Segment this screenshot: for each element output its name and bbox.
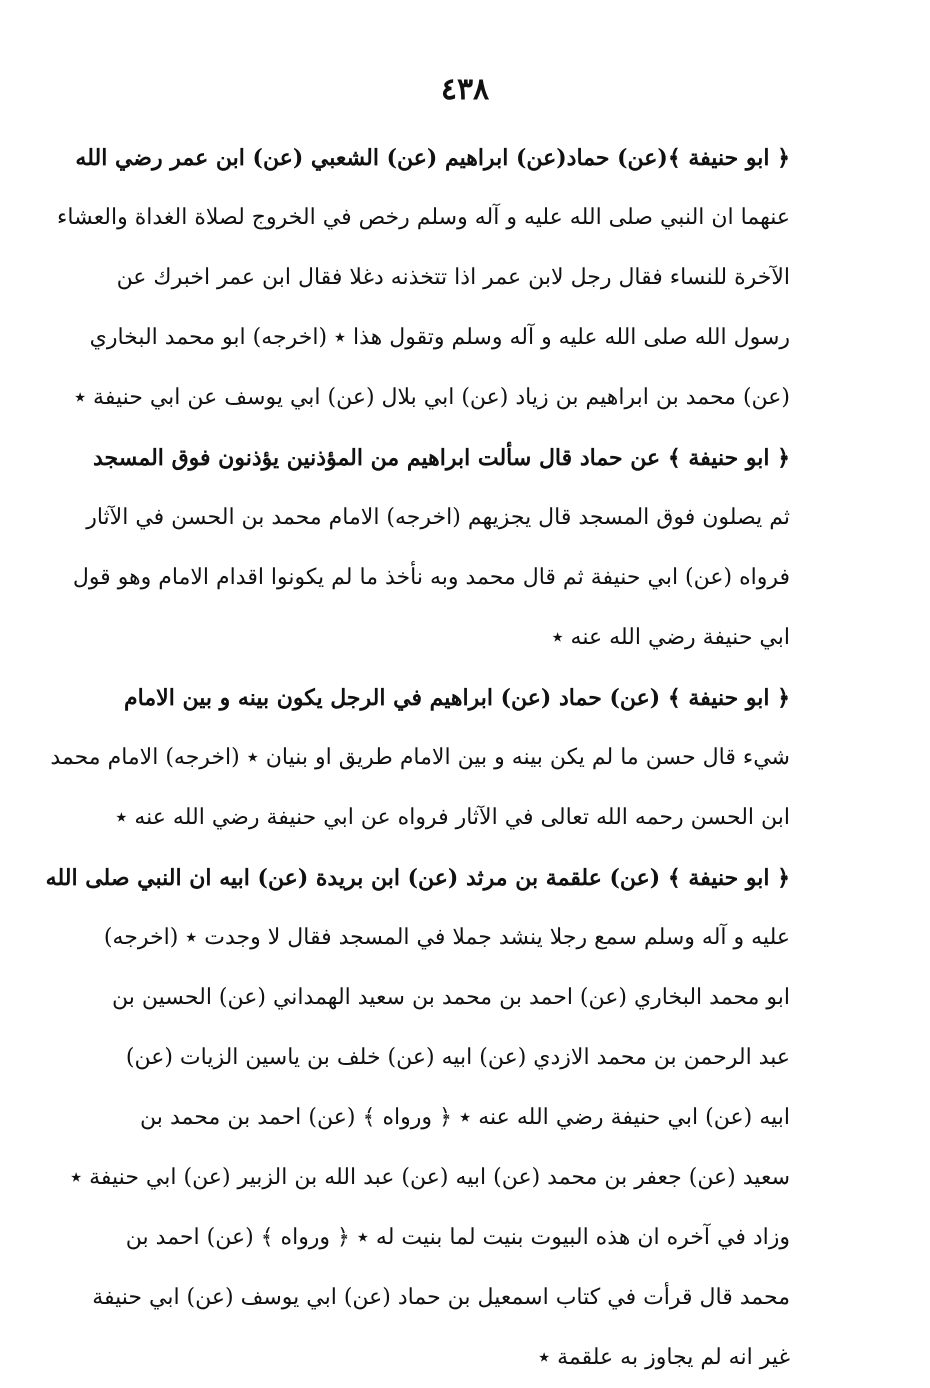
text-line-2: عنهما ان النبي صلى الله عليه و آله وسلم رخص في الخروج لصلاة الغداة والعشاء — [57, 205, 790, 230]
text-line-4: رسول الله صلى الله عليه و آله وسلم وتقول هذا ٭ (اخرجه) ابو محمد البخاري — [89, 325, 790, 350]
text-line-16: عبد الرحمن بن محمد الازدي (عن) ابيه (عن) خلف بن ياسين الزيات (عن) — [125, 1045, 790, 1070]
text-line-10: ﴿ ابو حنيفة ﴾ (عن) حماد (عن) ابراهيم في الرجل يكون بينه و بين الامام — [124, 685, 790, 711]
text-line-19: وزاد في آخره ان هذه البيوت بنيت لما بنيت له ٭ ﴿ ورواه ﴾ (عن) احمد بن — [125, 1225, 790, 1250]
text-line-8: فرواه (عن) ابي حنيفة ثم قال محمد وبه نأخذ ما لم يكونوا اقدام الامام وهو قول — [72, 565, 790, 590]
text-line-11: شيء قال حسن ما لم يكن بينه و بين الامام طريق او بنيان ٭ (اخرجه) الامام محمد — [50, 745, 790, 770]
page-number: ٤٣٨ — [440, 72, 490, 107]
text-line-20: محمد قال قرأت في كتاب اسمعيل بن حماد (عن) ابي يوسف (عن) ابي حنيفة — [92, 1285, 790, 1310]
text-line-13: ﴿ ابو حنيفة ﴾ (عن) علقمة بن مرثد (عن) ابن بريدة (عن) ابيه ان النبي صلى الله — [45, 865, 790, 891]
text-line-14: عليه و آله وسلم سمع رجلا ينشد جملا في المسجد فقال لا وجدت ٭ (اخرجه) — [103, 925, 790, 950]
text-line-6: ﴿ ابو حنيفة ﴾ عن حماد قال سألت ابراهيم من المؤذنين يؤذنون فوق المسجد — [93, 445, 790, 471]
text-line-3: الآخرة للنساء فقال رجل لابن عمر اذا تتخذنه دغلا فقال ابن عمر اخبرك عن — [116, 265, 790, 290]
text-line-17: ابيه (عن) ابي حنيفة رضي الله عنه ٭ ﴿ ورواه ﴾ (عن) احمد بن محمد بن — [140, 1105, 790, 1130]
text-line-18: سعيد (عن) جعفر بن محمد (عن) ابيه (عن) عبد الله بن الزبير (عن) ابي حنيفة ٭ — [70, 1165, 790, 1190]
text-line-21: غير انه لم يجاوز به علقمة ٭ — [538, 1345, 790, 1370]
text-line-12: ابن الحسن رحمه الله تعالى في الآثار فرواه عن ابي حنيفة رضي الله عنه ٭ — [115, 805, 790, 830]
text-line-9: ابي حنيفة رضي الله عنه ٭ — [551, 625, 790, 650]
body-text — [45, 128, 790, 1388]
text-line-5: (عن) محمد بن ابراهيم بن زياد (عن) ابي بلال (عن) ابي يوسف عن ابي حنيفة ٭ — [74, 385, 790, 410]
text-line-7: ثم يصلون فوق المسجد قال يجزيهم (اخرجه) الامام محمد بن الحسن في الآثار — [86, 505, 790, 530]
text-line-15: ابو محمد البخاري (عن) احمد بن محمد بن سعيد الهمداني (عن) الحسين بن — [112, 985, 790, 1010]
text-line-1: ﴿ ابو حنيفة ﴾(عن) حماد(عن) ابراهيم (عن) الشعبي (عن) ابن عمر رضي الله — [75, 145, 790, 171]
